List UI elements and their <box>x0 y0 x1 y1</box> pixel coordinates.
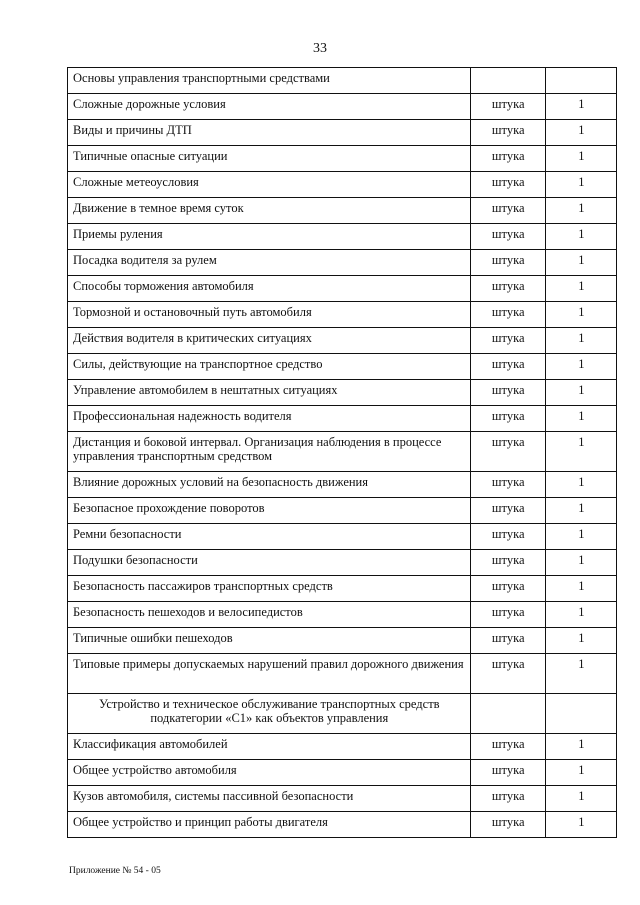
table-row <box>68 576 617 602</box>
item-unit: штука <box>470 406 545 432</box>
table-row <box>68 498 617 524</box>
table-row <box>68 654 617 694</box>
item-name: Классификация автомобилей <box>68 734 471 760</box>
footer-annex-label: Приложение № 54 - 05 <box>69 866 161 876</box>
item-name: Движение в темное время суток <box>68 198 471 224</box>
item-quantity: 1 <box>545 198 616 224</box>
item-quantity: 1 <box>545 576 616 602</box>
item-quantity: 1 <box>545 406 616 432</box>
item-unit: штука <box>470 120 545 146</box>
item-unit: штука <box>470 198 545 224</box>
table-row <box>68 250 617 276</box>
item-quantity: 1 <box>545 654 616 694</box>
table-row <box>68 432 617 472</box>
item-unit: штука <box>470 654 545 694</box>
item-quantity: 1 <box>545 172 616 198</box>
item-quantity: 1 <box>545 498 616 524</box>
item-quantity: 1 <box>545 224 616 250</box>
item-quantity: 1 <box>545 94 616 120</box>
item-unit: штука <box>470 602 545 628</box>
item-quantity: 1 <box>545 328 616 354</box>
item-quantity: 1 <box>545 354 616 380</box>
item-unit <box>470 68 545 94</box>
table-row <box>68 472 617 498</box>
item-name: Общее устройство автомобиля <box>68 760 471 786</box>
item-name: Способы торможения автомобиля <box>68 276 471 302</box>
item-name: Общее устройство и принцип работы двигателя <box>68 812 471 838</box>
item-name: Дистанция и боковой интервал. Организация наблюдения в процессе управления транспортным средством <box>68 432 471 472</box>
item-quantity: 1 <box>545 250 616 276</box>
item-unit: штука <box>470 628 545 654</box>
item-unit: штука <box>470 576 545 602</box>
table-row <box>68 628 617 654</box>
table-row <box>68 786 617 812</box>
item-unit: штука <box>470 432 545 472</box>
item-quantity: 1 <box>545 602 616 628</box>
item-unit: штука <box>470 146 545 172</box>
item-unit: штука <box>470 550 545 576</box>
item-unit <box>470 694 545 734</box>
item-unit: штука <box>470 172 545 198</box>
table-row <box>68 812 617 838</box>
item-unit: штука <box>470 760 545 786</box>
table-row <box>68 760 617 786</box>
item-name: Сложные метеоусловия <box>68 172 471 198</box>
item-unit: штука <box>470 498 545 524</box>
item-quantity: 1 <box>545 550 616 576</box>
item-name: Управление автомобилем в нештатных ситуациях <box>68 380 471 406</box>
item-unit: штука <box>470 328 545 354</box>
item-quantity: 1 <box>545 472 616 498</box>
item-name: Посадка водителя за рулем <box>68 250 471 276</box>
item-unit: штука <box>470 812 545 838</box>
item-name: Типичные ошибки пешеходов <box>68 628 471 654</box>
item-name: Сложные дорожные условия <box>68 94 471 120</box>
item-name: Типовые примеры допускаемых нарушений правил дорожного движения <box>68 654 471 694</box>
item-quantity: 1 <box>545 812 616 838</box>
item-name: Действия водителя в критических ситуациях <box>68 328 471 354</box>
item-name: Безопасность пассажиров транспортных средств <box>68 576 471 602</box>
table-row <box>68 328 617 354</box>
item-name: Профессиональная надежность водителя <box>68 406 471 432</box>
item-unit: штука <box>470 786 545 812</box>
table-row <box>68 380 617 406</box>
table-row <box>68 198 617 224</box>
item-quantity <box>545 68 616 94</box>
item-quantity: 1 <box>545 734 616 760</box>
table-row <box>68 550 617 576</box>
item-quantity: 1 <box>545 276 616 302</box>
item-unit: штука <box>470 524 545 550</box>
table-row <box>68 602 617 628</box>
page-number: 33 <box>313 41 327 56</box>
item-quantity: 1 <box>545 786 616 812</box>
item-unit: штука <box>470 354 545 380</box>
table-row <box>68 406 617 432</box>
item-quantity: 1 <box>545 524 616 550</box>
item-unit: штука <box>470 380 545 406</box>
item-name: Виды и причины ДТП <box>68 120 471 146</box>
table-row <box>68 524 617 550</box>
item-unit: штука <box>470 94 545 120</box>
table-row <box>68 94 617 120</box>
table-row <box>68 354 617 380</box>
item-quantity <box>545 694 616 734</box>
table-row <box>68 120 617 146</box>
item-unit: штука <box>470 250 545 276</box>
item-name: Типичные опасные ситуации <box>68 146 471 172</box>
item-name: Влияние дорожных условий на безопасность движения <box>68 472 471 498</box>
item-quantity: 1 <box>545 146 616 172</box>
table-row <box>68 302 617 328</box>
item-quantity: 1 <box>545 302 616 328</box>
item-quantity: 1 <box>545 432 616 472</box>
item-quantity: 1 <box>545 628 616 654</box>
table-row <box>68 224 617 250</box>
item-name: Кузов автомобиля, системы пассивной безопасности <box>68 786 471 812</box>
item-name: Приемы руления <box>68 224 471 250</box>
item-name: Силы, действующие на транспортное средство <box>68 354 471 380</box>
item-name: Подушки безопасности <box>68 550 471 576</box>
equipment-table <box>67 67 617 838</box>
item-name: Безопасность пешеходов и велосипедистов <box>68 602 471 628</box>
table-row <box>68 172 617 198</box>
table-row <box>68 146 617 172</box>
item-unit: штука <box>470 276 545 302</box>
item-unit: штука <box>470 734 545 760</box>
item-name: Основы управления транспортными средствами <box>68 68 471 94</box>
section-header-row <box>68 694 617 734</box>
item-unit: штука <box>470 302 545 328</box>
item-quantity: 1 <box>545 760 616 786</box>
table-row <box>68 68 617 94</box>
item-quantity: 1 <box>545 380 616 406</box>
item-unit: штука <box>470 472 545 498</box>
section-title: Устройство и техническое обслуживание транспортных средств подкатегории «С1» как объектов управления <box>68 694 471 734</box>
table-row <box>68 276 617 302</box>
item-quantity: 1 <box>545 120 616 146</box>
item-unit: штука <box>470 224 545 250</box>
item-name: Ремни безопасности <box>68 524 471 550</box>
item-name: Тормозной и остановочный путь автомобиля <box>68 302 471 328</box>
item-name: Безопасное прохождение поворотов <box>68 498 471 524</box>
table-row <box>68 734 617 760</box>
